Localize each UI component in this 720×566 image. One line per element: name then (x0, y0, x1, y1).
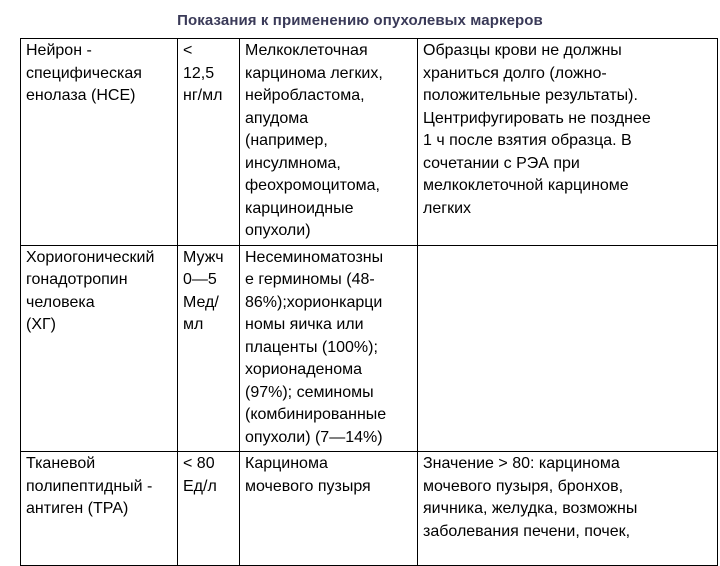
norm-cell: < 80 Ед/л (178, 452, 240, 566)
notes-cell: Значение > 80: карцинома мочевого пузыря, бронхов, яичника, желудка, возможны заболевания печени, почек, (418, 452, 718, 566)
notes-cell: Образцы крови не должны храниться долго (ложно- положительные результаты). Центрифугировать не позднее 1 ч после взятия образца. В сочетании с РЭА при мелкоклеточной карциноме легких (418, 39, 718, 246)
indications-cell: Карцинома мочевого пузыря (240, 452, 418, 566)
marker-cell: Тканевой полипептидный - антиген (ТРА) (21, 452, 178, 566)
marker-cell: Нейрон - специфическая енолаза (НСЕ) (21, 39, 178, 246)
marker-cell: Хориогонический гонадотропин человека (ХГ) (21, 245, 178, 452)
indications-cell: Несеминоматозны е герминомы (48- 86%);хорионкарци номы яичка или плаценты (100%); хорионаденома (97%); семиномы (комбинированные опухоли) (7—14%) (240, 245, 418, 452)
table-row (21, 39, 718, 246)
notes-cell (418, 245, 718, 452)
table-row (21, 452, 718, 566)
norm-cell: Мужч 0—5 Мед/ мл (178, 245, 240, 452)
tumor-markers-table (20, 38, 718, 566)
indications-cell: Мелкоклеточная карцинома легких, нейробластома, апудома (например, инсулмнома, феохромоцитома, карциноидные опухоли) (240, 39, 418, 246)
table-row (21, 245, 718, 452)
norm-cell: < 12,5 нг/мл (178, 39, 240, 246)
page-title: Показания к применению опухолевых маркеров (177, 12, 543, 29)
